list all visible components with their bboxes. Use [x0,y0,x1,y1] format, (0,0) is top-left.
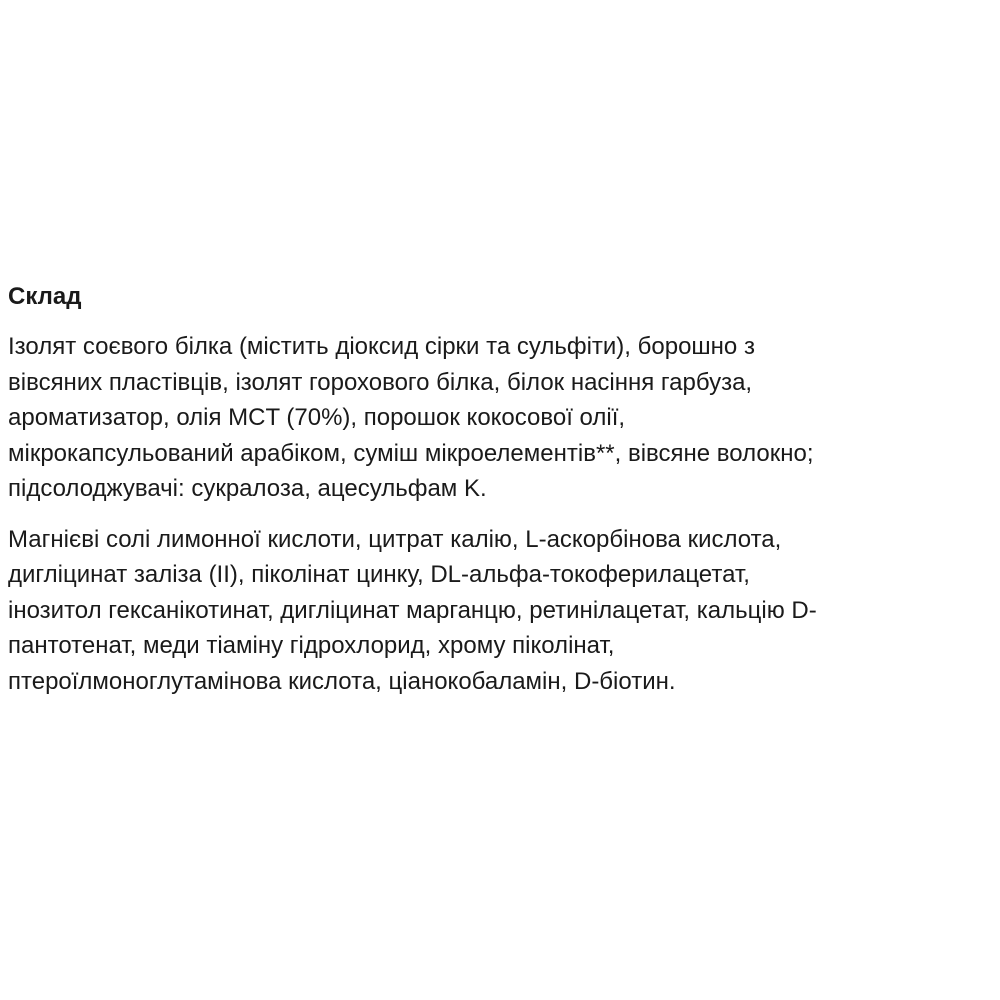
microelements-line: Магнієві солі лимонної кислоти, цитрат калію, L-аскорбінова кислота, [8,525,782,553]
ingredients-line: Ізолят соєвого білка (містить діоксид сірки та сульфіти), борошно з [8,333,755,360]
ingredients-line: мікрокапсульований арабіком, суміш мікроелементів**, вівсяне волокно; [8,439,814,467]
microelements-line: птероїлмоноглутамінова кислота, ціанокобаламін, D-біотин. [8,667,676,695]
microelements-line: пантотенат, меди тіаміну гідрохлорид, хрому піколінат, [8,632,615,659]
ingredients-line: підсолоджувачі: сукралоза, ацесульфам K. [8,475,487,502]
microelements-line: інозитол гексанікотинат, дигліцинат марганцю, ретинілацетат, кальцію D- [8,596,817,624]
microelements-line: дигліцинат заліза (II), піколінат цинку, DL-альфа-токоферилацетат, [8,561,750,588]
composition-section [8,279,993,699]
ingredients-line: вівсяних пластівців, ізолят горохового білка, білок насіння гарбуза, [8,368,753,396]
ingredients-line: ароматизатор, олія MCT (70%), порошок кокосової олії, [8,404,626,431]
ingredients-paragraph [8,329,993,507]
section-heading: Склад [8,283,82,310]
microelements-paragraph [8,522,993,700]
